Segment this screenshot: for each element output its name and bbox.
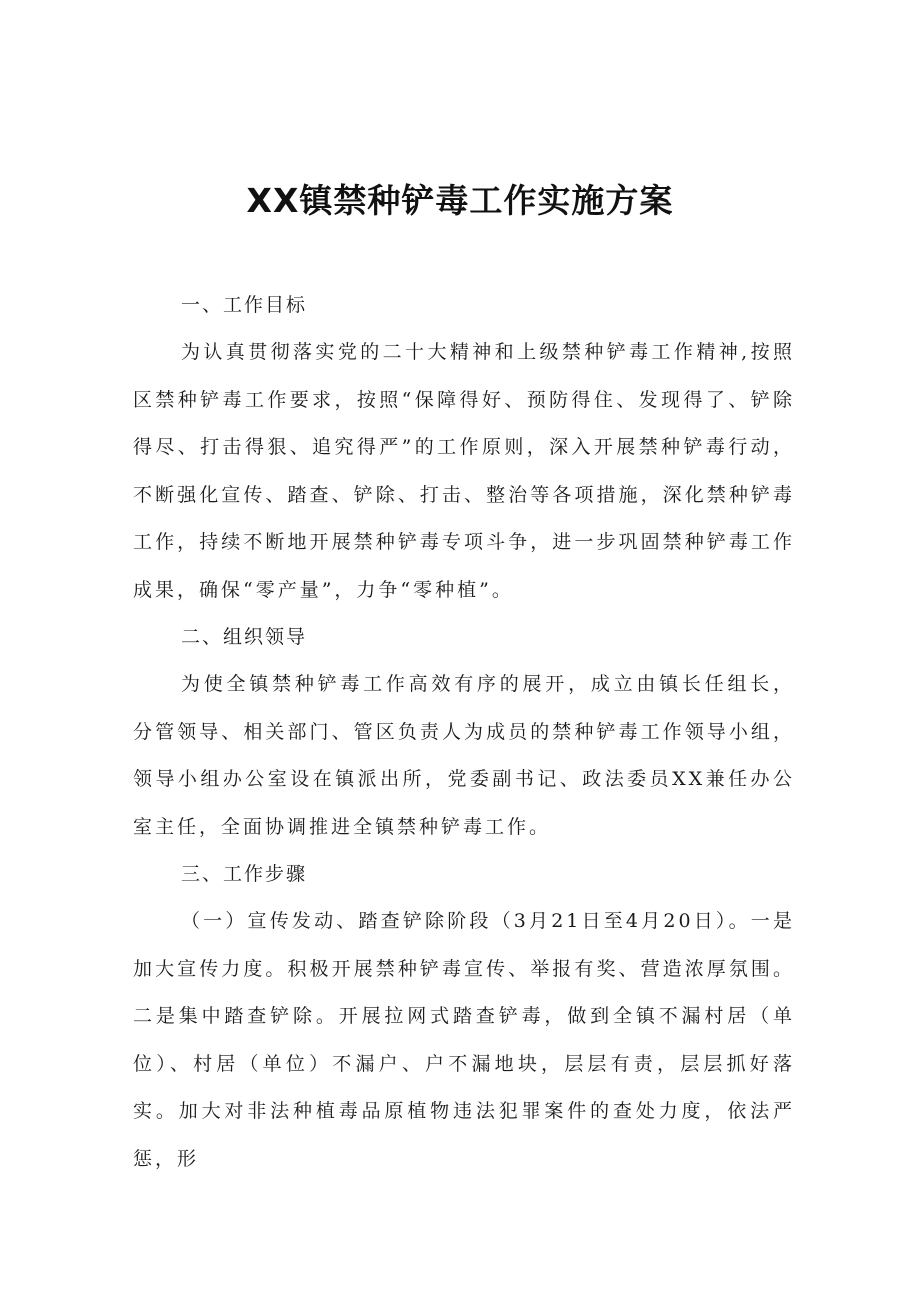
- section-paragraph-steps: （一）宣传发动、踏查铲除阶段（3月21日至4月20日）。一是加大宣传力度。积极开展禁种铲毒宣传、举报有奖、营造浓厚氛围。二是集中踏查铲除。开展拉网式踏查铲毒，做到全镇不漏村居（单位）、村居（单位）不漏户、户不漏地块，层层有责，层层抓好落实。加大对非法种植毒品原植物违法犯罪案件的查处力度，依法严惩，形: [133, 910, 795, 1170]
- document-title: XX镇禁种铲毒工作实施方案: [246, 181, 674, 220]
- section-paragraph-goals: 为认真贯彻落实党的二十大精神和上级禁种铲毒工作精神,按照区禁种铲毒工作要求，按照“保障得好、预防得住、发现得了、铲除得尽、打击得狠、追究得严”的工作原则，深入开展禁种铲毒行动，不断强化宣传、踏查、铲除、打击、整治等各项措施，深化禁种铲毒工作，持续不断地开展禁种铲毒专项斗争，进一步巩固禁种铲毒工作成果，确保“零产量”，力争“零种植”。: [133, 341, 795, 601]
- section-heading-goals: 一、工作目标: [181, 294, 308, 316]
- section-heading-steps: 三、工作步骤: [181, 863, 308, 885]
- section-heading-organization: 二、组织领导: [181, 626, 308, 648]
- section-paragraph-organization: 为使全镇禁种铲毒工作高效有序的展开，成立由镇长任组长，分管领导、相关部门、管区负责人为成员的禁种铲毒工作领导小组，领导小组办公室设在镇派出所，党委副书记、政法委员XX兼任办公室主任，全面协调推进全镇禁种铲毒工作。: [133, 673, 795, 838]
- document-body: [133, 282, 795, 1183]
